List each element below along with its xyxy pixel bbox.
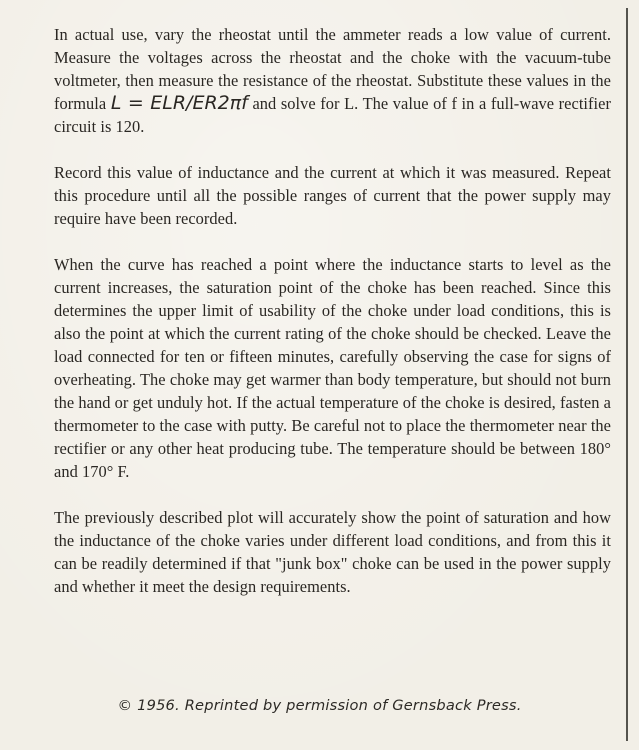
paragraph-conclusion: The previously described plot will accurately show the point of saturation and how the inductance of the choke varies under different load conditions, and from this it can be readily determined if that "junk box" choke can be used in the power supply and whether it meet the design requirements. (54, 508, 611, 596)
formula-trailing-text: and solve for L. The value of f in a full-wave rectifier circuit is 120. (54, 94, 611, 136)
paragraph-measurement-procedure (54, 23, 611, 138)
page-edge-rule (626, 8, 628, 741)
formula-lead-text: In actual use, vary the rheostat until the ammeter reads a low value of current. Measure the voltages across the rheostat and the choke with the vacuum-tube voltmeter, then measure the resistance of the rheostat. Substitute these values in the formula (54, 25, 611, 113)
paragraph-saturation-point: When the curve has reached a point where the inductance starts to level as the current increases, the saturation point of the choke has been reached. Since this determines the upper limit of usability of the choke under load conditions, this is also the point at which the current rating of the choke should be checked. Leave the load connected for ten or fifteen minutes, carefully observing the case for signs of overheating. The choke may get warmer than body temperature, but should not burn the hand or get unduly hot. If the actual temperature of the choke is desired, fasten a thermometer to the case with putty. Be careful not to place the thermometer near the rectifier or any other heat producing tube. The temperature should be between 180° and 170° F. (54, 255, 611, 481)
text-column (54, 23, 611, 598)
paragraph-record-inductance: Record this value of inductance and the current at which it was measured. Repeat this procedure until all the possible ranges of current that the power supply may require have been recorded. (54, 163, 611, 228)
copyright-credit: © 1956. Reprinted by permission of Gernsback Press. (117, 697, 522, 714)
inductance-formula: L = ELR/ER2πf (110, 92, 248, 114)
